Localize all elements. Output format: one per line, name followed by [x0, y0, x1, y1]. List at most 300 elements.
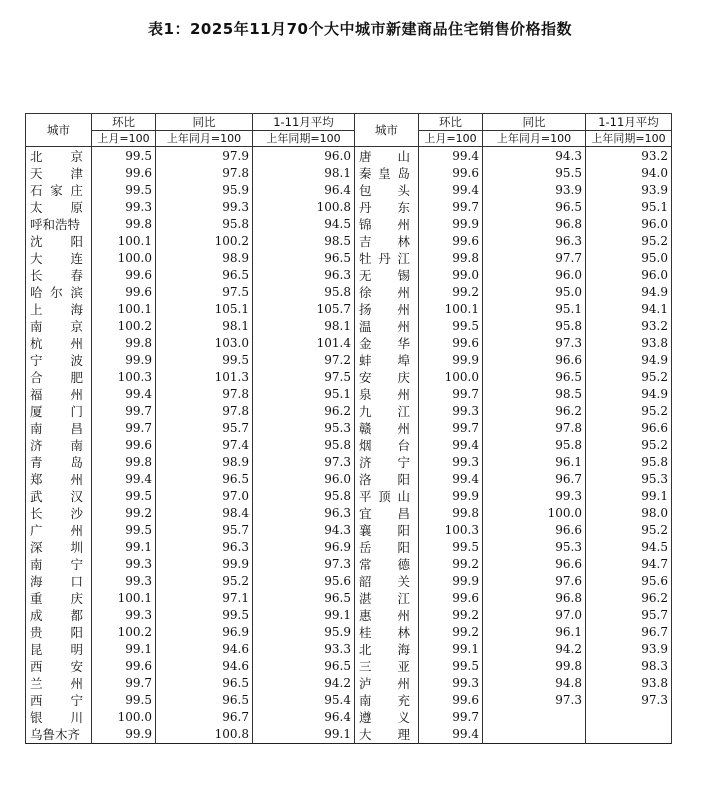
table-row [26, 675, 672, 692]
city-name [355, 692, 419, 709]
yoy-index: 95.8 [156, 216, 253, 233]
avg-index: 95.8 [253, 488, 355, 505]
yoy-index: 97.8 [156, 403, 253, 420]
page-title: 表1：2025年11月70个大中城市新建商品住宅销售价格指数 [148, 20, 572, 38]
city-label: 桂 林 [359, 625, 410, 640]
yoy-index: 96.1 [483, 454, 586, 471]
city-label: 三 亚 [359, 659, 410, 674]
city-name [355, 318, 419, 335]
mom-index: 99.6 [419, 692, 483, 709]
city-name [26, 573, 92, 590]
mom-index: 100.3 [92, 369, 156, 386]
yoy-index: 99.5 [156, 352, 253, 369]
city-label: 天 津 [30, 166, 83, 181]
city-name [26, 454, 92, 471]
city-name [26, 607, 92, 624]
avg-index: 98.1 [253, 165, 355, 182]
mom-index: 99.5 [92, 692, 156, 709]
avg-index: 95.3 [586, 471, 672, 488]
city-label: 韶 关 [359, 574, 410, 589]
yoy-index: 96.6 [483, 352, 586, 369]
city-name [26, 488, 92, 505]
city-name [355, 709, 419, 726]
table-row [26, 403, 672, 420]
table-row [26, 165, 672, 182]
city-label: 牡 丹 江 [359, 251, 410, 266]
yoy-index: 97.3 [483, 335, 586, 352]
yoy-index: 99.5 [156, 607, 253, 624]
yoy-index: 97.1 [156, 590, 253, 607]
city-name [26, 335, 92, 352]
table-row [26, 641, 672, 658]
mom-index: 100.1 [92, 590, 156, 607]
yoy-index: 99.3 [156, 199, 253, 216]
avg-index: 95.8 [253, 437, 355, 454]
yoy-index: 96.7 [156, 709, 253, 726]
table-row [26, 284, 672, 301]
city-label: 秦 皇 岛 [359, 166, 410, 181]
city-label: 温 州 [359, 319, 410, 334]
mom-index: 99.3 [92, 556, 156, 573]
city-label: 襄 阳 [359, 523, 410, 538]
mom-index: 99.7 [92, 420, 156, 437]
avg-index: 96.2 [586, 590, 672, 607]
mom-index: 99.9 [419, 488, 483, 505]
mom-index: 99.8 [92, 216, 156, 233]
table-row [26, 182, 672, 199]
header-avg-2: 1-11月平均 [586, 114, 672, 131]
city-label: 泉 州 [359, 387, 410, 402]
city-name [355, 437, 419, 454]
city-label: 合 肥 [30, 370, 83, 385]
city-label: 九 江 [359, 404, 410, 419]
city-label: 长 沙 [30, 506, 83, 521]
table-row [26, 488, 672, 505]
city-label: 厦 门 [30, 404, 83, 419]
avg-index: 95.8 [253, 284, 355, 301]
header-mom-base: 上月=100 [92, 131, 156, 147]
city-name [355, 199, 419, 216]
city-name [26, 318, 92, 335]
avg-index: 94.2 [253, 675, 355, 692]
avg-index: 98.0 [586, 505, 672, 522]
yoy-index: 96.8 [483, 216, 586, 233]
city-name [355, 284, 419, 301]
city-name [355, 147, 419, 166]
yoy-index: 96.5 [483, 199, 586, 216]
avg-index: 97.5 [253, 369, 355, 386]
table-row [26, 590, 672, 607]
mom-index: 99.8 [92, 335, 156, 352]
city-label: 武 汉 [30, 489, 83, 504]
avg-index [586, 709, 672, 726]
avg-index: 96.0 [253, 147, 355, 166]
mom-index: 99.8 [92, 454, 156, 471]
avg-index: 95.7 [586, 607, 672, 624]
city-name [26, 692, 92, 709]
mom-index: 100.3 [419, 522, 483, 539]
yoy-index: 100.2 [156, 233, 253, 250]
yoy-index: 96.1 [483, 624, 586, 641]
mom-index: 99.7 [419, 386, 483, 403]
city-name [355, 573, 419, 590]
table-row [26, 352, 672, 369]
table-row [26, 454, 672, 471]
mom-index: 99.3 [92, 573, 156, 590]
table-row [26, 267, 672, 284]
city-label: 银 川 [30, 710, 83, 725]
avg-index: 96.5 [253, 250, 355, 267]
city-name [26, 386, 92, 403]
city-name [355, 403, 419, 420]
yoy-index: 100.0 [483, 505, 586, 522]
mom-index: 99.9 [419, 573, 483, 590]
city-name [26, 471, 92, 488]
yoy-index: 95.1 [483, 301, 586, 318]
yoy-index: 96.6 [483, 522, 586, 539]
avg-index: 98.3 [586, 658, 672, 675]
yoy-index: 94.3 [483, 147, 586, 166]
yoy-index: 94.6 [156, 641, 253, 658]
mom-index: 99.9 [92, 726, 156, 744]
city-label: 呼 和 浩 特 [30, 217, 81, 232]
avg-index: 96.0 [586, 216, 672, 233]
yoy-index: 95.2 [156, 573, 253, 590]
city-name [355, 301, 419, 318]
table-body [26, 147, 672, 744]
avg-index: 96.3 [253, 505, 355, 522]
city-name [26, 726, 92, 744]
yoy-index: 98.9 [156, 250, 253, 267]
mom-index: 99.9 [419, 352, 483, 369]
city-label: 上 海 [30, 302, 83, 317]
table-row [26, 692, 672, 709]
table-row [26, 624, 672, 641]
avg-index: 95.2 [586, 403, 672, 420]
avg-index: 95.2 [586, 369, 672, 386]
mom-index: 99.5 [419, 658, 483, 675]
table-row [26, 522, 672, 539]
avg-index: 97.3 [253, 556, 355, 573]
city-name [355, 522, 419, 539]
table-row [26, 437, 672, 454]
city-label: 南 昌 [30, 421, 83, 436]
yoy-index: 95.5 [483, 165, 586, 182]
mom-index: 99.4 [419, 147, 483, 166]
mom-index: 99.4 [92, 386, 156, 403]
city-name [355, 556, 419, 573]
avg-index: 93.2 [586, 318, 672, 335]
mom-index: 99.1 [419, 641, 483, 658]
table-row [26, 709, 672, 726]
city-name [26, 624, 92, 641]
yoy-index: 97.0 [483, 607, 586, 624]
mom-index: 99.7 [419, 420, 483, 437]
city-label: 济 南 [30, 438, 83, 453]
header-avg: 1-11月平均 [253, 114, 355, 131]
table-row [26, 233, 672, 250]
header-yoy-base-2: 上年同月=100 [483, 131, 586, 147]
avg-index: 93.3 [253, 641, 355, 658]
yoy-index: 96.5 [156, 692, 253, 709]
yoy-index: 103.0 [156, 335, 253, 352]
city-name [355, 182, 419, 199]
avg-index: 96.3 [253, 267, 355, 284]
yoy-index: 99.3 [483, 488, 586, 505]
yoy-index: 94.2 [483, 641, 586, 658]
yoy-index: 97.8 [156, 165, 253, 182]
avg-index: 94.3 [253, 522, 355, 539]
city-label: 福 州 [30, 387, 83, 402]
city-label: 锦 州 [359, 217, 410, 232]
city-name [355, 590, 419, 607]
city-label: 丹 东 [359, 200, 410, 215]
table-row [26, 556, 672, 573]
avg-index: 95.0 [586, 250, 672, 267]
city-label: 郑 州 [30, 472, 83, 487]
mom-index: 100.1 [92, 301, 156, 318]
city-label: 西 宁 [30, 693, 83, 708]
avg-index: 93.8 [586, 335, 672, 352]
yoy-index: 100.8 [156, 726, 253, 744]
yoy-index: 99.8 [483, 658, 586, 675]
avg-index: 95.2 [586, 522, 672, 539]
mom-index: 100.1 [419, 301, 483, 318]
mom-index: 99.5 [92, 182, 156, 199]
avg-index: 94.5 [253, 216, 355, 233]
city-name [26, 590, 92, 607]
city-label: 宜 昌 [359, 506, 410, 521]
avg-index: 97.3 [253, 454, 355, 471]
avg-index: 98.5 [253, 233, 355, 250]
table-row [26, 199, 672, 216]
avg-index: 95.4 [253, 692, 355, 709]
mom-index: 99.5 [419, 318, 483, 335]
header-city-2: 城市 [355, 114, 419, 147]
avg-index: 96.0 [586, 267, 672, 284]
city-name [26, 369, 92, 386]
yoy-index: 95.8 [483, 318, 586, 335]
mom-index: 99.0 [419, 267, 483, 284]
city-name [26, 658, 92, 675]
header-mom: 环比 [92, 114, 156, 131]
yoy-index: 105.1 [156, 301, 253, 318]
mom-index: 99.6 [419, 233, 483, 250]
yoy-index: 97.5 [156, 284, 253, 301]
table-row [26, 726, 672, 744]
yoy-index: 95.8 [483, 437, 586, 454]
yoy-index: 95.0 [483, 284, 586, 301]
mom-index: 100.2 [92, 318, 156, 335]
avg-index: 97.3 [586, 692, 672, 709]
city-label: 南 充 [359, 693, 410, 708]
city-name [355, 420, 419, 437]
yoy-index: 98.1 [156, 318, 253, 335]
table-row [26, 505, 672, 522]
avg-index: 95.2 [586, 437, 672, 454]
avg-index: 95.9 [253, 624, 355, 641]
city-name [26, 437, 92, 454]
city-name [26, 522, 92, 539]
avg-index: 94.9 [586, 386, 672, 403]
city-label: 贵 阳 [30, 625, 83, 640]
city-name [26, 403, 92, 420]
mom-index: 99.3 [419, 675, 483, 692]
mom-index: 99.6 [419, 335, 483, 352]
yoy-index [483, 726, 586, 744]
city-label: 沈 阳 [30, 234, 83, 249]
city-label: 济 宁 [359, 455, 410, 470]
header-mom-2: 环比 [419, 114, 483, 131]
mom-index: 99.8 [419, 250, 483, 267]
city-label: 杭 州 [30, 336, 83, 351]
city-name [26, 709, 92, 726]
yoy-index: 101.3 [156, 369, 253, 386]
city-label: 金 华 [359, 336, 410, 351]
city-label: 无 锡 [359, 268, 410, 283]
mom-index: 100.1 [92, 233, 156, 250]
avg-index: 96.7 [586, 624, 672, 641]
city-label: 哈 尔 滨 [30, 285, 83, 300]
table-row [26, 301, 672, 318]
city-name [355, 267, 419, 284]
mom-index: 99.4 [419, 182, 483, 199]
avg-index: 95.2 [586, 233, 672, 250]
table-row [26, 369, 672, 386]
mom-index: 99.1 [92, 641, 156, 658]
city-name [26, 284, 92, 301]
city-label: 北 海 [359, 642, 410, 657]
mom-index: 99.5 [92, 147, 156, 166]
yoy-index: 94.6 [156, 658, 253, 675]
mom-index: 99.2 [419, 607, 483, 624]
city-label: 包 头 [359, 183, 410, 198]
mom-index: 100.0 [92, 709, 156, 726]
avg-index: 105.7 [253, 301, 355, 318]
avg-index: 99.1 [586, 488, 672, 505]
city-label: 兰 州 [30, 676, 83, 691]
header-yoy: 同比 [156, 114, 253, 131]
city-name [26, 420, 92, 437]
city-label: 广 州 [30, 523, 83, 538]
city-name [26, 199, 92, 216]
avg-index: 95.6 [586, 573, 672, 590]
mom-index: 100.2 [92, 624, 156, 641]
city-name [26, 182, 92, 199]
city-name [355, 607, 419, 624]
city-name [355, 726, 419, 744]
city-name [355, 641, 419, 658]
city-label: 大 理 [359, 727, 410, 742]
city-label: 唐 山 [359, 149, 410, 164]
city-label: 青 岛 [30, 455, 83, 470]
yoy-index: 96.0 [483, 267, 586, 284]
city-name [355, 658, 419, 675]
avg-index: 93.2 [586, 147, 672, 166]
city-label: 南 宁 [30, 557, 83, 572]
avg-index: 96.5 [253, 658, 355, 675]
yoy-index: 96.3 [483, 233, 586, 250]
header-avg-base: 上年同期=100 [253, 131, 355, 147]
header-avg-base-2: 上年同期=100 [586, 131, 672, 147]
avg-index: 98.1 [253, 318, 355, 335]
avg-index: 94.1 [586, 301, 672, 318]
mom-index: 99.2 [419, 624, 483, 641]
mom-index: 99.4 [419, 437, 483, 454]
city-label: 常 德 [359, 557, 410, 572]
yoy-index: 97.3 [483, 692, 586, 709]
mom-index: 99.2 [92, 505, 156, 522]
yoy-index: 96.8 [483, 590, 586, 607]
city-name [26, 505, 92, 522]
yoy-index: 96.5 [156, 267, 253, 284]
table-row [26, 216, 672, 233]
avg-index: 101.4 [253, 335, 355, 352]
city-name [355, 505, 419, 522]
yoy-index: 97.0 [156, 488, 253, 505]
city-name [355, 539, 419, 556]
mom-index: 99.7 [92, 675, 156, 692]
yoy-index: 94.8 [483, 675, 586, 692]
yoy-index: 96.5 [483, 369, 586, 386]
mom-index: 99.3 [92, 607, 156, 624]
yoy-index: 96.7 [483, 471, 586, 488]
city-label: 南 京 [30, 319, 83, 334]
table-row [26, 250, 672, 267]
avg-index: 94.9 [586, 284, 672, 301]
mom-index: 100.0 [419, 369, 483, 386]
mom-index: 99.1 [92, 539, 156, 556]
avg-index: 100.8 [253, 199, 355, 216]
city-name [355, 216, 419, 233]
city-name [26, 147, 92, 166]
mom-index: 99.7 [419, 709, 483, 726]
mom-index: 99.3 [92, 199, 156, 216]
avg-index: 99.1 [253, 607, 355, 624]
yoy-index: 95.7 [156, 522, 253, 539]
yoy-index: 96.5 [156, 471, 253, 488]
city-label: 徐 州 [359, 285, 410, 300]
mom-index: 99.6 [92, 165, 156, 182]
yoy-index: 96.3 [156, 539, 253, 556]
table-row [26, 471, 672, 488]
avg-index: 97.2 [253, 352, 355, 369]
city-label: 蚌 埠 [359, 353, 410, 368]
city-label: 惠 州 [359, 608, 410, 623]
header-mom-base-2: 上月=100 [419, 131, 483, 147]
yoy-index: 95.7 [156, 420, 253, 437]
city-name [355, 369, 419, 386]
avg-index: 96.4 [253, 709, 355, 726]
avg-index: 95.1 [253, 386, 355, 403]
city-label: 大 连 [30, 251, 83, 266]
city-name [355, 624, 419, 641]
mom-index: 99.4 [419, 726, 483, 744]
city-label: 赣 州 [359, 421, 410, 436]
city-name [355, 233, 419, 250]
table-row [26, 318, 672, 335]
avg-index: 94.0 [586, 165, 672, 182]
avg-index: 94.5 [586, 539, 672, 556]
mom-index: 99.5 [92, 488, 156, 505]
yoy-index: 96.5 [156, 675, 253, 692]
avg-index: 96.5 [253, 590, 355, 607]
city-name [355, 386, 419, 403]
mom-index: 99.7 [92, 403, 156, 420]
avg-index: 95.3 [253, 420, 355, 437]
yoy-index: 93.9 [483, 182, 586, 199]
mom-index: 99.6 [92, 437, 156, 454]
